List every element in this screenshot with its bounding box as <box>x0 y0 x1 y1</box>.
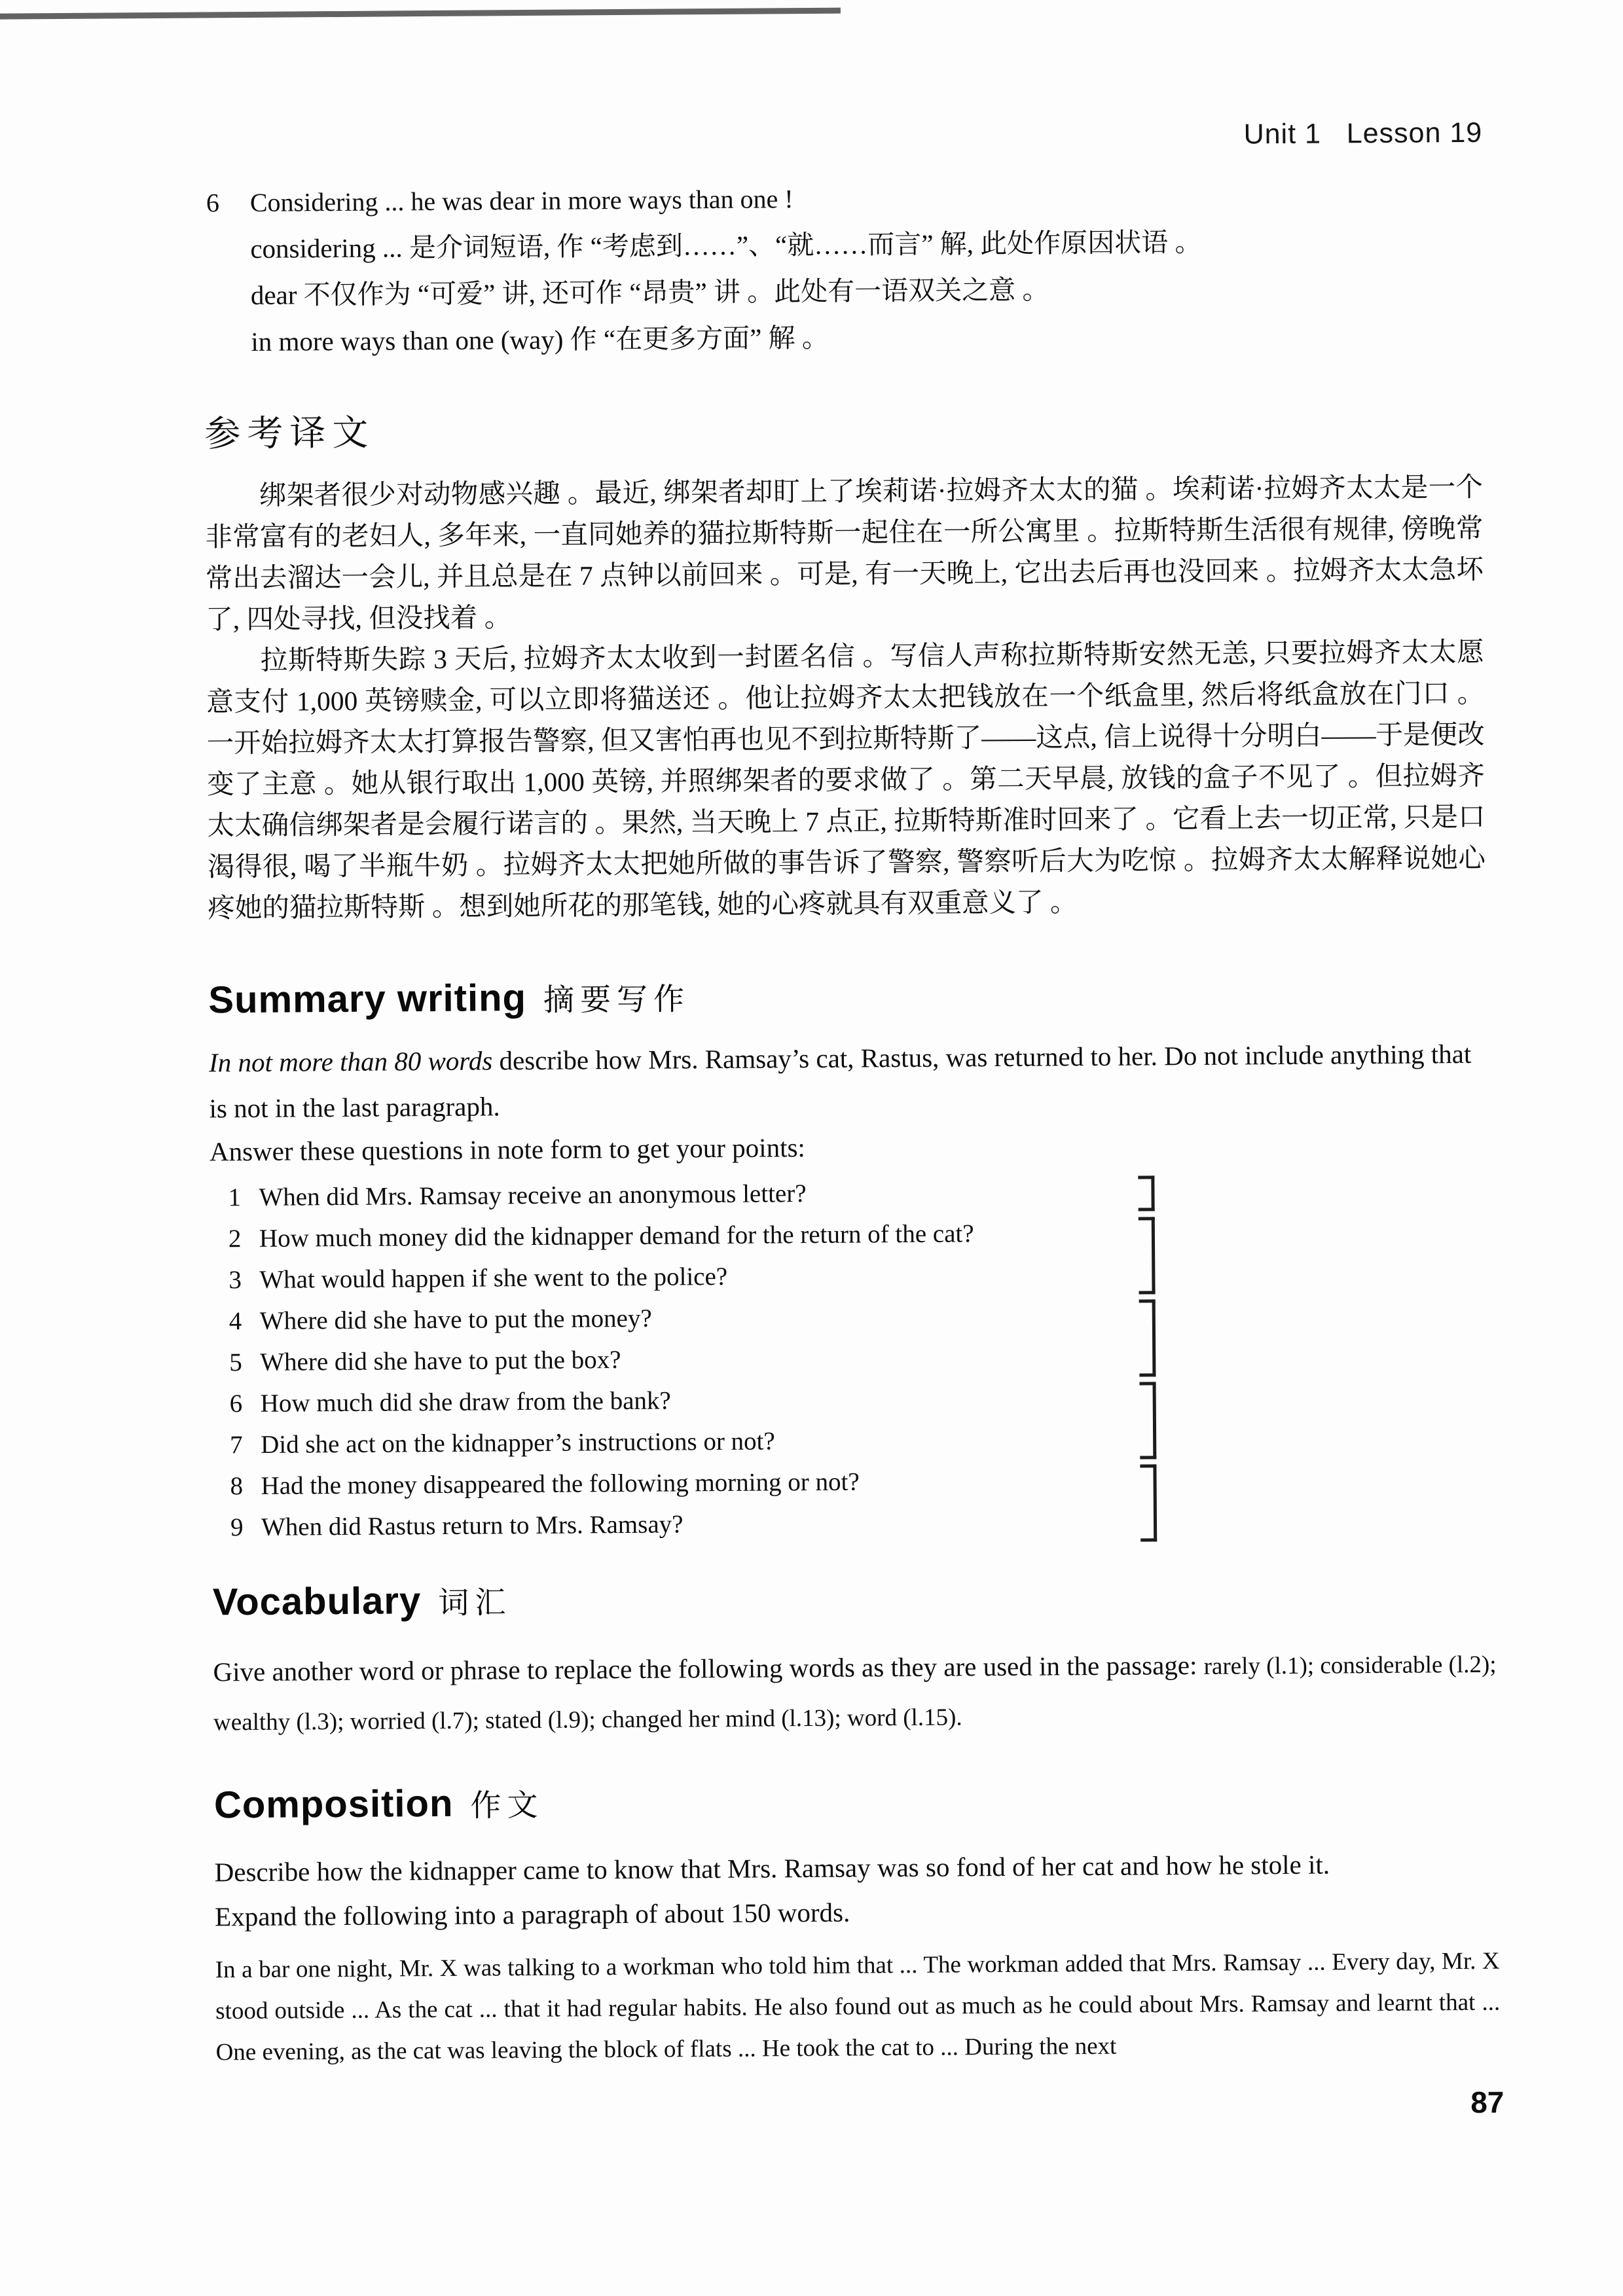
note-item-lines <box>250 171 1360 365</box>
question-text: How much did she draw from the bank? <box>260 1386 671 1418</box>
summary-writing-heading <box>208 975 690 1022</box>
note-line-chinese-2: dear 不仅作为 “可爱” 讲, 还可作 “昂贵” 讲 。此处有一语双关之意 。 <box>250 274 1049 310</box>
summary-note-line: Answer these questions in note form to get your points: <box>209 1132 806 1167</box>
composition-heading-chinese: 作文 <box>470 1788 544 1823</box>
note-line-chinese-3: in more ways than one (way) 作 “在更多方面” 解 。 <box>251 322 829 357</box>
question-row <box>228 1211 1184 1259</box>
question-number: 4 <box>228 1307 242 1336</box>
question-text: Had the money disappeared the following morning or not? <box>261 1467 860 1500</box>
question-text: When did Rastus return to Mrs. Ramsay? <box>261 1510 684 1541</box>
translation-heading: 参考译文 <box>204 412 375 454</box>
unit-lesson-header: Unit 1 Lesson 19 <box>1243 117 1483 151</box>
vocabulary-instructions <box>213 1640 1502 1747</box>
answer-bracket-q4-5 <box>1139 1299 1156 1376</box>
question-row <box>228 1253 1184 1300</box>
question-number: 5 <box>229 1348 242 1377</box>
summary-instructions-rest: describe how Mrs. Ramsay’s cat, Rastus, was returned to her. Do not include anything that is not in the last paragraph. <box>209 1038 1472 1124</box>
summary-word-limit: In not more than 80 words <box>208 1045 493 1078</box>
page-number: 87 <box>1470 2085 1504 2120</box>
answer-bracket-q8-9 <box>1140 1464 1157 1541</box>
answer-brackets <box>1138 1170 1158 1541</box>
question-text: Where did she have to put the box? <box>260 1346 621 1376</box>
composition-prompt: In a bar one night, Mr. X was talking to a workman who told him that ... The workman added that Mrs. Ramsay ... Every day, Mr. X stood outside ... As the cat ... that it had regular habits. He also found out as much as he could about Mrs. Ramsay and learnt that ... One evening, as the cat was leaving the block of flats ... He took the cat to ... During the next <box>215 1947 1501 2066</box>
question-text: Where did she have to put the money? <box>259 1304 652 1335</box>
answer-bracket-q1 <box>1138 1175 1154 1211</box>
vocabulary-heading-english: Vocabulary <box>212 1579 422 1624</box>
answer-bracket-q6-7 <box>1140 1382 1157 1459</box>
summary-question-list <box>228 1170 1186 1548</box>
question-number: 2 <box>228 1225 242 1253</box>
note-item-number: 6 <box>206 188 220 218</box>
question-number: 6 <box>229 1390 243 1418</box>
question-row <box>229 1335 1185 1383</box>
composition-heading <box>214 1781 544 1827</box>
question-row <box>229 1376 1185 1424</box>
question-text: What would happen if she went to the police? <box>259 1262 728 1294</box>
question-number: 8 <box>230 1472 244 1501</box>
note-line-english: Considering ... he was dear in more ways than one ! <box>249 184 793 217</box>
translation-paragraph-2: 拉斯特斯失踪 3 天后, 拉姆齐太太收到一封匿名信 。写信人声称拉斯特斯安然无恙, 只要拉姆齐太太愿意支付 1,000 英镑赎金, 可以立即将猫送还 。他让拉姆齐太太把钱放在一个纸盒里, 然后将纸盒放在门口 。一开始拉姆齐太太打算报告警察, 但又害怕再也见不到拉斯特斯了——这点, 信上说得十分明白——于是便改变了主意 。她从银行取出 1,000 英镑, 并照绑架者的要求做了 。第二天早晨, 放钱的盒子不见了 。但拉姆齐太太确信绑架者是会履行诺言的 。果然, 当天晚上 7 点正, 拉斯特斯准时回来了 。它看上去一切正常, 只是口渴得很, 喝了半瓶牛奶 。拉姆齐太太把她所做的事告诉了警察, 警察听后大为吃惊 。拉姆齐太太解释说她心疼她的猫拉斯特斯 。想到她所花的那笔钱, 她的心疼就具有双重意义了 。 <box>206 636 1486 924</box>
question-text: How much money did the kidnapper demand for the return of the cat? <box>259 1219 974 1253</box>
question-text: When did Mrs. Ramsay receive an anonymous letter? <box>259 1179 807 1211</box>
question-row <box>229 1294 1185 1342</box>
question-number: 7 <box>229 1431 243 1460</box>
composition-instruction-line-1: Describe how the kidnapper came to know that Mrs. Ramsay was so fond of her cat and how he stole it. <box>214 1849 1330 1888</box>
note-item-6 <box>206 171 1360 365</box>
question-row <box>228 1170 1184 1218</box>
vocabulary-instructions-main: Give another word or phrase to replace the following words as they are used in the passage: <box>213 1649 1204 1687</box>
summary-heading-english: Summary writing <box>208 977 527 1022</box>
question-text: Did she act on the kidnapper’s instructions or not? <box>260 1427 775 1459</box>
summary-instructions <box>209 1031 1490 1132</box>
question-row <box>230 1459 1186 1507</box>
question-number: 3 <box>228 1266 242 1295</box>
question-row <box>230 1500 1186 1548</box>
vocabulary-heading <box>213 1578 512 1624</box>
question-number: 1 <box>228 1183 242 1212</box>
vocabulary-word-list: rarely (l.1); considerable (l.2); wealthy (l.3); worried (l.7); stated (l.9); changed her mind (l.13); word (l.15). <box>213 1651 1497 1736</box>
page-top-rule <box>0 8 841 20</box>
note-line-chinese-1: considering ... 是介词短语, 作 “考虑到……”、“就……而言” 解, 此处作原因状语 。 <box>250 226 1202 264</box>
summary-heading-chinese: 摘要写作 <box>543 982 691 1018</box>
composition-instructions <box>214 1840 1524 1939</box>
question-row <box>230 1418 1186 1465</box>
translation-paragraph-1: 绑架者很少对动物感兴趣 。最近, 绑架者却盯上了埃莉诺·拉姆齐太太的猫 。埃莉诺·拉姆齐太太是一个非常富有的老妇人, 多年来, 一直同她养的猫拉斯特斯一起住在一所公寓里 。拉斯特斯生活很有规律, 傍晚常常出去溜达一会儿, 并且总是在 7 点钟以前回来 。可是, 有一天晚上, 它出去后再也没回来 。拉姆齐太太急坏了, 四处寻找, 但没找着 。 <box>205 471 1484 635</box>
composition-instruction-line-2: Expand the following into a paragraph of about 150 words. <box>215 1897 850 1932</box>
question-number: 9 <box>230 1513 244 1542</box>
vocabulary-heading-chinese: 词汇 <box>438 1586 512 1621</box>
composition-heading-english: Composition <box>213 1782 454 1827</box>
answer-bracket-q2-3 <box>1139 1217 1156 1294</box>
